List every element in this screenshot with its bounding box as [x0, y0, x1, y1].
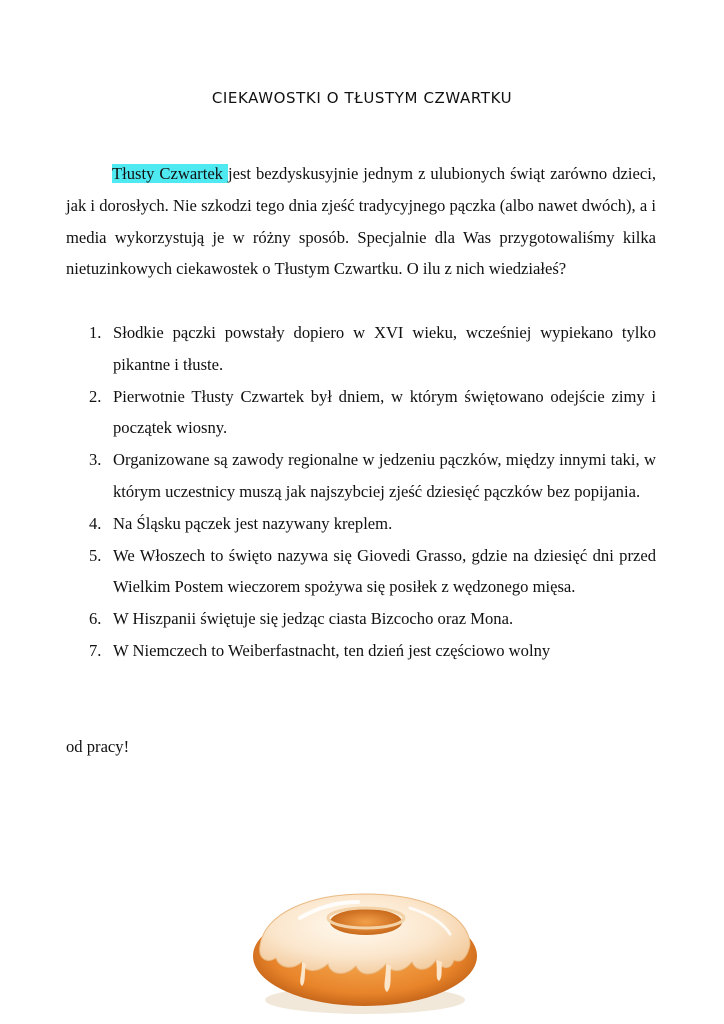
list-item [66, 540, 656, 604]
intro-text: jest bezdyskusyjnie jednym z ulubionych świąt zarówno dzieci, jak i dorosłych. Nie szkodzi tego dnia zjeść tradycyjnego pączka (albo nawet dwóch), a i media wykorzystują je w różny sposób. Specjalnie dla Was przygotowaliśmy kilka nietuzinkowych ciekawostek o Tłustym Czwartku. O ilu z nich wiedziałeś? [66, 164, 656, 279]
facts-list [66, 317, 656, 667]
list-item [66, 381, 656, 445]
closing-text: od pracy! [66, 737, 130, 756]
glazed-donut-icon [240, 868, 490, 1018]
page-title: CIEKAWOSTKI O TŁUSTYM CZWARTKU [211, 89, 513, 107]
list-item-number: 2. [89, 386, 102, 406]
list-item [66, 603, 656, 635]
list-item-text: W Niemczech to Weiberfastnacht, ten dzień jest częściowo wolny [113, 640, 551, 660]
list-item-number: 5. [89, 545, 102, 565]
list-item-number: 1. [89, 323, 102, 342]
list-item-number: 6. [89, 609, 102, 629]
list-item [66, 508, 656, 540]
list-item-text: We Włoszech to święto nazywa się Giovedi Grasso, gdzie na dziesięć dni przed Wielkim Postem wieczorem spożywa się posiłek z wędzonego mięsa. [113, 545, 656, 597]
list-item-text: Na Śląsku pączek jest nazywany kreplem. [113, 513, 393, 533]
list-item-text: W Hiszpanii świętuje się jedząc ciasta Bizcocho oraz Mona. [113, 609, 514, 629]
list-item-text: Słodkie pączki powstały dopiero w XVI wieku, wcześniej wypiekano tylko pikantne i tłuste. [113, 323, 656, 374]
list-item [66, 635, 656, 667]
list-item [66, 444, 656, 508]
list-item-number: 7. [89, 640, 102, 660]
highlighted-term: Tłusty Czwartek [112, 164, 228, 183]
list-item-text: Organizowane są zawody regionalne w jedzeniu pączków, między innymi taki, w którym uczestnicy muszą jak najszybciej zjeść dziesięć pączków bez popijania. [113, 450, 656, 501]
donut-illustration [240, 868, 490, 1018]
list-item [66, 317, 656, 381]
intro-paragraph [66, 158, 656, 285]
list-item-text: Pierwotnie Tłusty Czwartek był dniem, w którym świętowano odejście zimy i początek wiosny. [113, 386, 656, 438]
list-item-number: 4. [89, 513, 102, 533]
list-item-number: 3. [89, 450, 102, 470]
